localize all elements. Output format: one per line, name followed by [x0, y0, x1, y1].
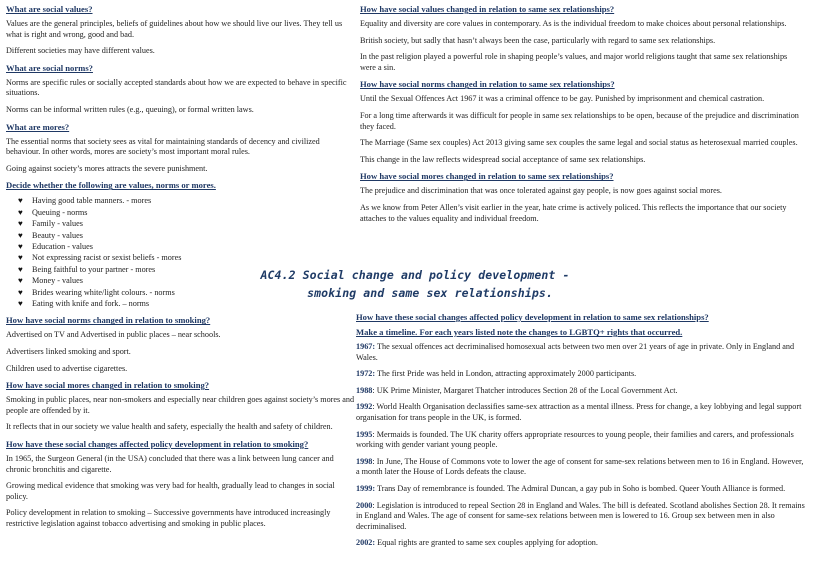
- heart-bullet-icon: ♥: [18, 287, 23, 297]
- heading-smoking-mores: How have social mores changed in relation to smoking?: [6, 380, 210, 391]
- heading-smoking-norms: How have social norms changed in relation to smoking?: [6, 315, 211, 326]
- heading-decide: Decide whether the following are values, norms or mores.: [6, 180, 216, 191]
- timeline-year: 1988: [356, 385, 373, 395]
- timeline-year: 1998: [356, 456, 373, 466]
- section-samesex-values: [360, 4, 805, 73]
- list-item: ♥ Family - values: [18, 219, 83, 229]
- list-item: ♥ Money - values: [18, 276, 83, 286]
- title-line-1: AC4.2 Social change and policy development -: [260, 268, 570, 282]
- list-item: ♥ Education - values: [18, 241, 93, 251]
- heading-samesex-mores: How have social mores changed in relation to same sex relationships?: [360, 171, 614, 182]
- timeline-entry: 1967: The sexual offences act decriminalised homosexual acts between two men over 21 years of age in private. Only in England and Wales.: [356, 342, 795, 362]
- paragraph: For a long time afterwards it was difficult for people in same sex relationships to be open, because of the prejudice and discrimination they faced.: [360, 110, 799, 131]
- heading-samesex-values: How have social values changed in relation to same sex relationships?: [360, 4, 615, 14]
- list-item: ♥ Having good table manners. - mores: [18, 196, 152, 206]
- timeline-year: 1995: [356, 429, 373, 439]
- paragraph: Advertised on TV and Advertised in public places – near schools.: [6, 330, 221, 340]
- section-smoking-norms: [6, 315, 356, 374]
- heart-bullet-icon: ♥: [18, 230, 23, 240]
- paragraph: Different societies may have different values.: [6, 46, 155, 56]
- heading-mores: What are mores?: [6, 121, 70, 132]
- timeline-year: 1972:: [356, 369, 376, 379]
- paragraph: This change in the law reflects widespread social acceptance of same sex relationships.: [360, 154, 646, 164]
- heading-smoking-policy: How have these social changes affected policy development in relation to smoking?: [6, 438, 309, 449]
- paragraph: British society, but sadly that hasn’t always been the case, particularly with regard to same sex relationships.: [360, 35, 716, 45]
- timeline-entry: 1972: The first Pride was held in London, attracting approximately 2000 participants.: [356, 369, 637, 379]
- paragraph: Policy development in relation to smoking – Successive governments have introduced increasingly restrictive legislation against tobacco advertising and smoking in public places.: [6, 508, 331, 528]
- paragraph: Children used to advertise cigarettes.: [6, 363, 128, 373]
- section-smoking-mores: [6, 380, 356, 433]
- paragraph: Until the Sexual Offences Act 1967 it was a criminal offence to be gay. Punished by imprisonment and chemical castration.: [360, 94, 765, 104]
- heading-samesex-policy: How have these social changes affected policy development in relation to same sex relationships?: [356, 312, 709, 322]
- paragraph: Equality and diversity are core values in contemporary. As is the individual freedom to make choices about personal relationships.: [360, 19, 787, 28]
- timeline-entry: 2002: Equal rights are granted to same sex couples applying for adoption.: [356, 538, 598, 548]
- heart-bullet-icon: ♥: [18, 196, 23, 206]
- timeline-entry: 2000: Legislation is introduced to repeal Section 28 in England and Wales. The bill is defeated. Scotland abolishes Section 28. It remains in England and Wales. The age of consent for same-sex relations between men is lowered to 16. Group sex between men in also decriminalised.: [356, 500, 805, 531]
- timeline-entry: 1999: Trans Day of remembrance is founded. The Admiral Duncan, a gay pub in Soho is bombed. Queer Youth Alliance is formed.: [356, 483, 786, 493]
- heart-bullet-icon: ♥: [18, 207, 23, 217]
- heart-bullet-icon: ♥: [18, 253, 23, 263]
- paragraph: Norms are specific rules or socially accepted standards about how we are expected to behave in specific situations.: [6, 77, 347, 98]
- paragraph: Going against society’s mores attracts the severe punishment.: [6, 163, 208, 173]
- list-item: ♥ Eating with knife and fork. – norms: [18, 299, 150, 308]
- heart-bullet-icon: ♥: [18, 299, 23, 308]
- heart-bullet-icon: ♥: [18, 276, 23, 286]
- timeline-year: 1967:: [356, 342, 376, 351]
- section-smoking-policy: [6, 439, 356, 530]
- heart-bullet-icon: ♥: [18, 264, 23, 274]
- list-item: ♥ Beauty - values: [18, 230, 83, 240]
- paragraph: Growing medical evidence that smoking was very bad for health, gradually lead to changes in social policy.: [6, 481, 335, 501]
- paragraph: In 1965, the Surgeon General (in the USA) concluded that there was a link between lung cancer and chronic bronchitis and cigarette.: [6, 453, 334, 474]
- section-samesex-mores: [360, 171, 805, 224]
- timeline-section: [356, 312, 806, 555]
- paragraph: The Marriage (Same sex couples) Act 2013 giving same sex couples the same legal and social status as heterosexual married couples.: [360, 138, 798, 148]
- paragraph: Norms can be informal written rules (e.g., queuing), or formal written laws.: [6, 104, 254, 114]
- title-line-2: smoking and same sex relationships.: [307, 286, 553, 300]
- heart-bullet-icon: ♥: [18, 241, 23, 251]
- right-column: [360, 4, 805, 230]
- timeline-entry: 1992: World Health Organisation declassifies same-sex attraction as a mental illness. Press for change, a key lobbying and legal support organisation for trans people in the UK, is formed.: [356, 402, 802, 422]
- paragraph: Values are the general principles, beliefs of guidelines about how we should live our lives. They tell us what is right and wrong, good and bad.: [6, 19, 343, 39]
- timeline-entry: 1995: Mermaids is founded. The UK charity offers appropriate resources to young people, their families and carers, and professionals working with gender variant young people.: [356, 429, 794, 450]
- section-social-norms: [6, 63, 356, 116]
- page-title: [250, 266, 580, 302]
- timeline-year: 2002:: [356, 538, 376, 548]
- list-item: ♥ Queuing - norms: [18, 207, 88, 217]
- paragraph: As we know from Peter Allen’s visit earlier in the year, hate crime is actively policed. This reflects the importance that our society attaches to the values equality and individual freedom.: [360, 202, 787, 223]
- timeline-entry: 1998: In June, The House of Commons vote to lower the age of consent for same-sex relations between men to 16 in England. However, a month later the House of Lords defeats the clause.: [356, 456, 804, 477]
- timeline-entry: 1988: UK Prime Minister, Margaret Thatcher introduces Section 28 of the Local Government Act.: [356, 385, 678, 395]
- paragraph: Advertisers linked smoking and sport.: [6, 347, 131, 356]
- heading-samesex-norms: How have social norms changed in relation to same sex relationships?: [360, 79, 615, 90]
- heading-social-values: What are social values?: [6, 4, 93, 14]
- list-item: ♥ Being faithful to your partner - mores: [18, 264, 156, 274]
- heading-social-norms: What are social norms?: [6, 62, 93, 73]
- paragraph: It reflects that in our society we value health and safety, especially the health and safety of children.: [6, 422, 333, 432]
- timeline-year: 1992: [356, 402, 373, 412]
- paragraph: The essential norms that society sees as vital for maintaining standards of decency and civilized behaviour. In other words, mores are society’s most important moral rules.: [6, 136, 320, 157]
- paragraph: In the past religion played a powerful role in shaping people’s values, and major world religions taught that same sex relationships were a sin.: [360, 52, 788, 72]
- section-mores: [6, 122, 356, 175]
- list-item: ♥ Brides wearing white/light colours. - norms: [18, 287, 175, 297]
- timeline-year: 2000: [356, 500, 373, 510]
- section-samesex-norms: [360, 79, 805, 165]
- heading-timeline: Make a timeline. For each years listed note the changes to LGBTQ+ rights that occurred.: [356, 327, 683, 337]
- list-item: ♥ Not expressing racist or sexist beliefs - mores: [18, 253, 182, 263]
- paragraph: Smoking in public places, near non-smokers and especially near children goes against society’s mores and people are offended by it.: [6, 395, 355, 415]
- section-social-values: [6, 4, 356, 57]
- heart-bullet-icon: ♥: [18, 219, 23, 229]
- paragraph: The prejudice and discrimination that was once tolerated against gay people, is now goes against social mores.: [360, 186, 722, 196]
- timeline-year: 1999:: [356, 483, 376, 493]
